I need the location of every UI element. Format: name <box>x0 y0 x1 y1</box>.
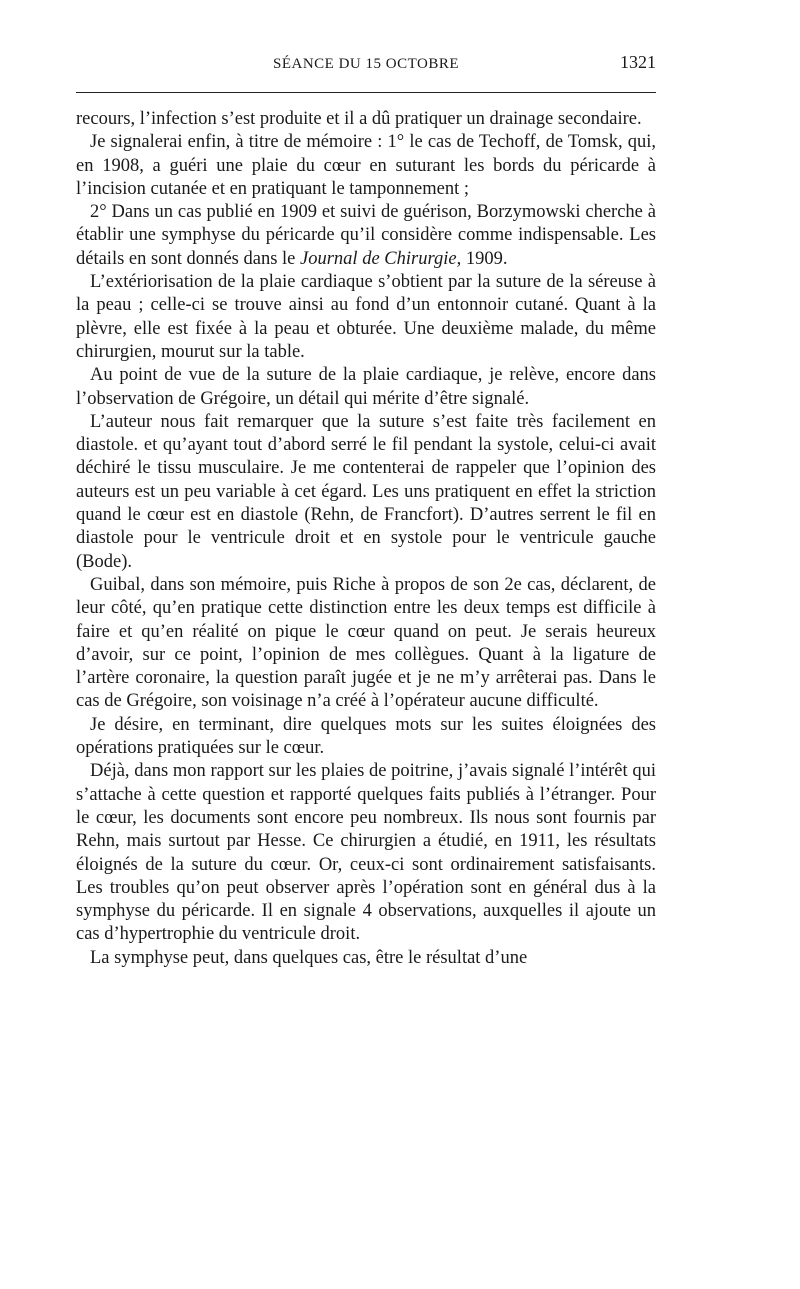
paragraph-text: Déjà, dans mon rapport sur les plaies de poitrine, j’avais signalé l’intérêt qui s’attache à cette question et rapporté quelques faits publiés à l’étranger. Pour le cœur, les documents sont encore peu nombreux. Ils nous sont fournis par Rehn, mais surtout par Hesse. Ce chirurgien a étudié, en 1911, les résultats éloignés de la suture du cœur. Or, ceux-ci sont ordinairement satisfaisants. Les troubles qu’on peut observer après l’opération sont en général dus à la symphyse du péricarde. Il en signale 4 observations, auxquelles il ajoute un cas d’hypertrophie du ventricule droit. <box>76 761 656 945</box>
paragraph <box>76 947 656 970</box>
paragraph-text: Au point de vue de la suture de la plaie cardiaque, je relève, encore dans l’observation de Grégoire, un détail qui mérite d’être signalé. <box>76 365 656 409</box>
paragraph-text: recours, l’infection s’est produite et il a dû pratiquer un drainage secondaire. <box>76 109 642 129</box>
paragraph <box>76 131 656 201</box>
paragraph <box>76 574 656 714</box>
paragraph <box>76 108 656 131</box>
body-text <box>76 108 656 970</box>
paragraph <box>76 411 656 574</box>
paragraph-text-end: , 1909. <box>456 248 508 269</box>
page-header <box>76 0 656 90</box>
paragraph-text: La symphyse peut, dans quelques cas, être le résultat d’une <box>90 947 528 968</box>
paragraph-text: Je signalerai enfin, à titre de mémoire : 1° le cas de Techoff, de Tomsk, qui, en 1908, a guéri une plaie du cœur en suturant les bords du péricarde à l’incision cutanée et en pratiquant le tamponnement ; <box>76 132 656 199</box>
paragraph <box>76 714 656 761</box>
paragraph <box>76 271 656 364</box>
page <box>76 0 656 968</box>
paragraph-text: L’extériorisation de la plaie cardiaque s’obtient par la suture de la séreuse à la peau ; celle-ci se trouve ainsi au fond d’un entonnoir cutané. Quant à la plèvre, elle est fixée à la peau et obturée. Une deuxième malade, du même chirurgien, mourut sur la table. <box>76 272 656 362</box>
page-number: 1321 <box>620 52 656 72</box>
paragraph <box>76 364 656 411</box>
header-rule <box>76 92 656 93</box>
paragraph <box>76 760 656 946</box>
journal-title: Journal de Chirurgie <box>300 248 457 269</box>
paragraph-text: L’auteur nous fait remarquer que la suture s’est faite très facilement en diastole. et qu’ayant tout d’abord serré le fil pendant la systole, celui-ci avait déchiré le tissu musculaire. Je me contenterai de rappeler que l’opinion des auteurs est un peu variable à cet égard. Les uns pratiquent en effet la striction quand le cœur est en diastole (Rehn, de Francfort). D’autres serrent le fil en diastole pour le ventricule droit et en systole pour le ventricule gauche (Bode). <box>76 411 656 572</box>
paragraph-text: 2° Dans un cas publié en 1909 et suivi de guérison, Borzymowski cherche à établir une symphyse du péricarde qu’il considère comme indispensable. Les détails en sont donnés dans le <box>76 202 656 269</box>
paragraph <box>76 201 656 271</box>
paragraph-text: Je désire, en terminant, dire quelques mots sur les suites éloignées des opérations pratiquées sur le cœur. <box>76 714 656 759</box>
running-title: SÉANCE DU 15 OCTOBRE <box>273 56 459 72</box>
paragraph-text: Guibal, dans son mémoire, puis Riche à propos de son 2e cas, déclarent, de leur côté, qu’en pratique cette distinction entre les deux temps est difficile à faire et qu’en réalité on pique le cœur quand on peut. Je serais heureux d’avoir, sur ce point, l’opinion de mes collègues. Quant à la ligature de l’artère coronaire, la question paraît jugée et je ne m’y arrêterai pas. Dans le cas de Grégoire, son voisinage n’a créé à l’opérateur aucune difficulté. <box>76 574 656 712</box>
